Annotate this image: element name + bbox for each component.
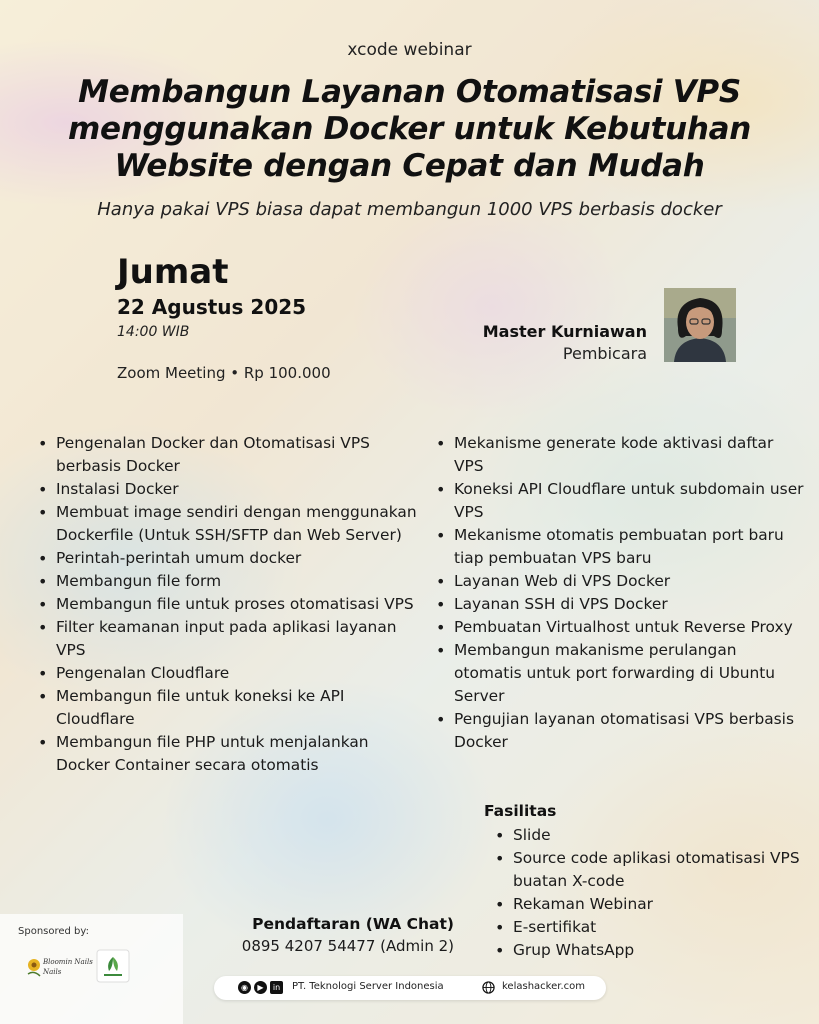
globe-icon	[482, 981, 495, 994]
speaker-name: Master Kurniawan	[482, 322, 647, 341]
event-date: 22 Agustus 2025	[117, 295, 307, 319]
list-item: • Rekaman Webinar	[493, 893, 803, 916]
footer-bar	[214, 976, 606, 1000]
topics-list-right	[434, 432, 804, 754]
svg-text:Nails: Nails	[43, 968, 62, 976]
speaker-role: Pembicara	[562, 344, 647, 363]
list-item: • Instalasi Docker	[36, 478, 421, 501]
speaker-avatar	[664, 288, 736, 362]
title-line: Website dengan Cepat dan Mudah	[114, 148, 705, 184]
list-item: • Pembuatan Virtualhost untuk Reverse Proxy	[434, 616, 804, 639]
list-item: • Grup WhatsApp	[493, 939, 803, 962]
list-item: • Perintah-perintah umum docker	[36, 547, 421, 570]
sponsor-label: Sponsored by:	[18, 926, 89, 937]
facilities-list	[493, 824, 803, 962]
page-subtitle: Hanya pakai VPS biasa dapat membangun 1000 VPS berbasis docker	[97, 199, 722, 220]
list-item: • Mekanisme otomatis pembuatan port baru tiap pembuatan VPS baru	[434, 524, 804, 570]
registration-phone: 0895 4207 54477 (Admin 2)	[241, 937, 454, 955]
linkedin-icon[interactable]: in	[270, 981, 283, 994]
footer-website-link[interactable]: kelashacker.com	[502, 981, 585, 992]
list-item: • Koneksi API Cloudflare untuk subdomain user VPS	[434, 478, 804, 524]
list-item: • Mekanisme generate kode aktivasi daftar VPS	[434, 432, 804, 478]
topics-list-left	[36, 432, 421, 777]
list-item: • Pengujian layanan otomatisasi VPS berbasis Docker	[434, 708, 804, 754]
list-item: • Layanan SSH di VPS Docker	[434, 593, 804, 616]
list-item: • Pengenalan Docker dan Otomatisasi VPS berbasis Docker	[36, 432, 421, 478]
event-time: 14:00 WIB	[117, 324, 190, 340]
list-item: • Membangun makanisme perulangan otomatis untuk port forwarding di Ubuntu Server	[434, 639, 804, 708]
event-venue-price: Zoom Meeting • Rp 100.000	[117, 364, 331, 382]
list-item: • Source code aplikasi otomatisasi VPS buatan X-code	[493, 847, 803, 893]
list-item: • Pengenalan Cloudflare	[36, 662, 421, 685]
list-item: • Membuat image sendiri dengan menggunakan Dockerfile (Untuk SSH/SFTP dan Web Server)	[36, 501, 421, 547]
list-item: • Membangun file PHP untuk menjalankan Docker Container secara otomatis	[36, 731, 421, 777]
page-title	[40, 74, 779, 185]
list-item: • E-sertifikat	[493, 916, 803, 939]
list-item: • Layanan Web di VPS Docker	[434, 570, 804, 593]
event-day: Jumat	[117, 252, 229, 292]
sponsor-logo-bloomin-nails	[24, 950, 93, 984]
registration-title: Pendaftaran (WA Chat)	[252, 915, 454, 933]
list-item: • Membangun file form	[36, 570, 421, 593]
list-item: • Membangun file untuk koneksi ke API Cloudflare	[36, 685, 421, 731]
footer-company: PT. Teknologi Server Indonesia	[292, 981, 444, 992]
title-line: menggunakan Docker untuk Kebutuhan	[67, 111, 752, 147]
sponsor-logo-leaf	[96, 949, 130, 983]
list-item: • Filter keamanan input pada aplikasi layanan VPS	[36, 616, 421, 662]
instagram-icon[interactable]: ◉	[238, 981, 251, 994]
title-line: Membangun Layanan Otomatisasi VPS	[78, 74, 741, 110]
facilities-title: Fasilitas	[484, 802, 557, 820]
speaker-photo	[664, 288, 736, 362]
list-item: • Membangun file untuk proses otomatisasi VPS	[36, 593, 421, 616]
sponsor-logo-text: Bloomin Nails	[43, 958, 93, 966]
youtube-icon[interactable]: ▶	[254, 981, 267, 994]
list-item: • Slide	[493, 824, 803, 847]
event-tagline: xcode webinar	[347, 40, 472, 60]
